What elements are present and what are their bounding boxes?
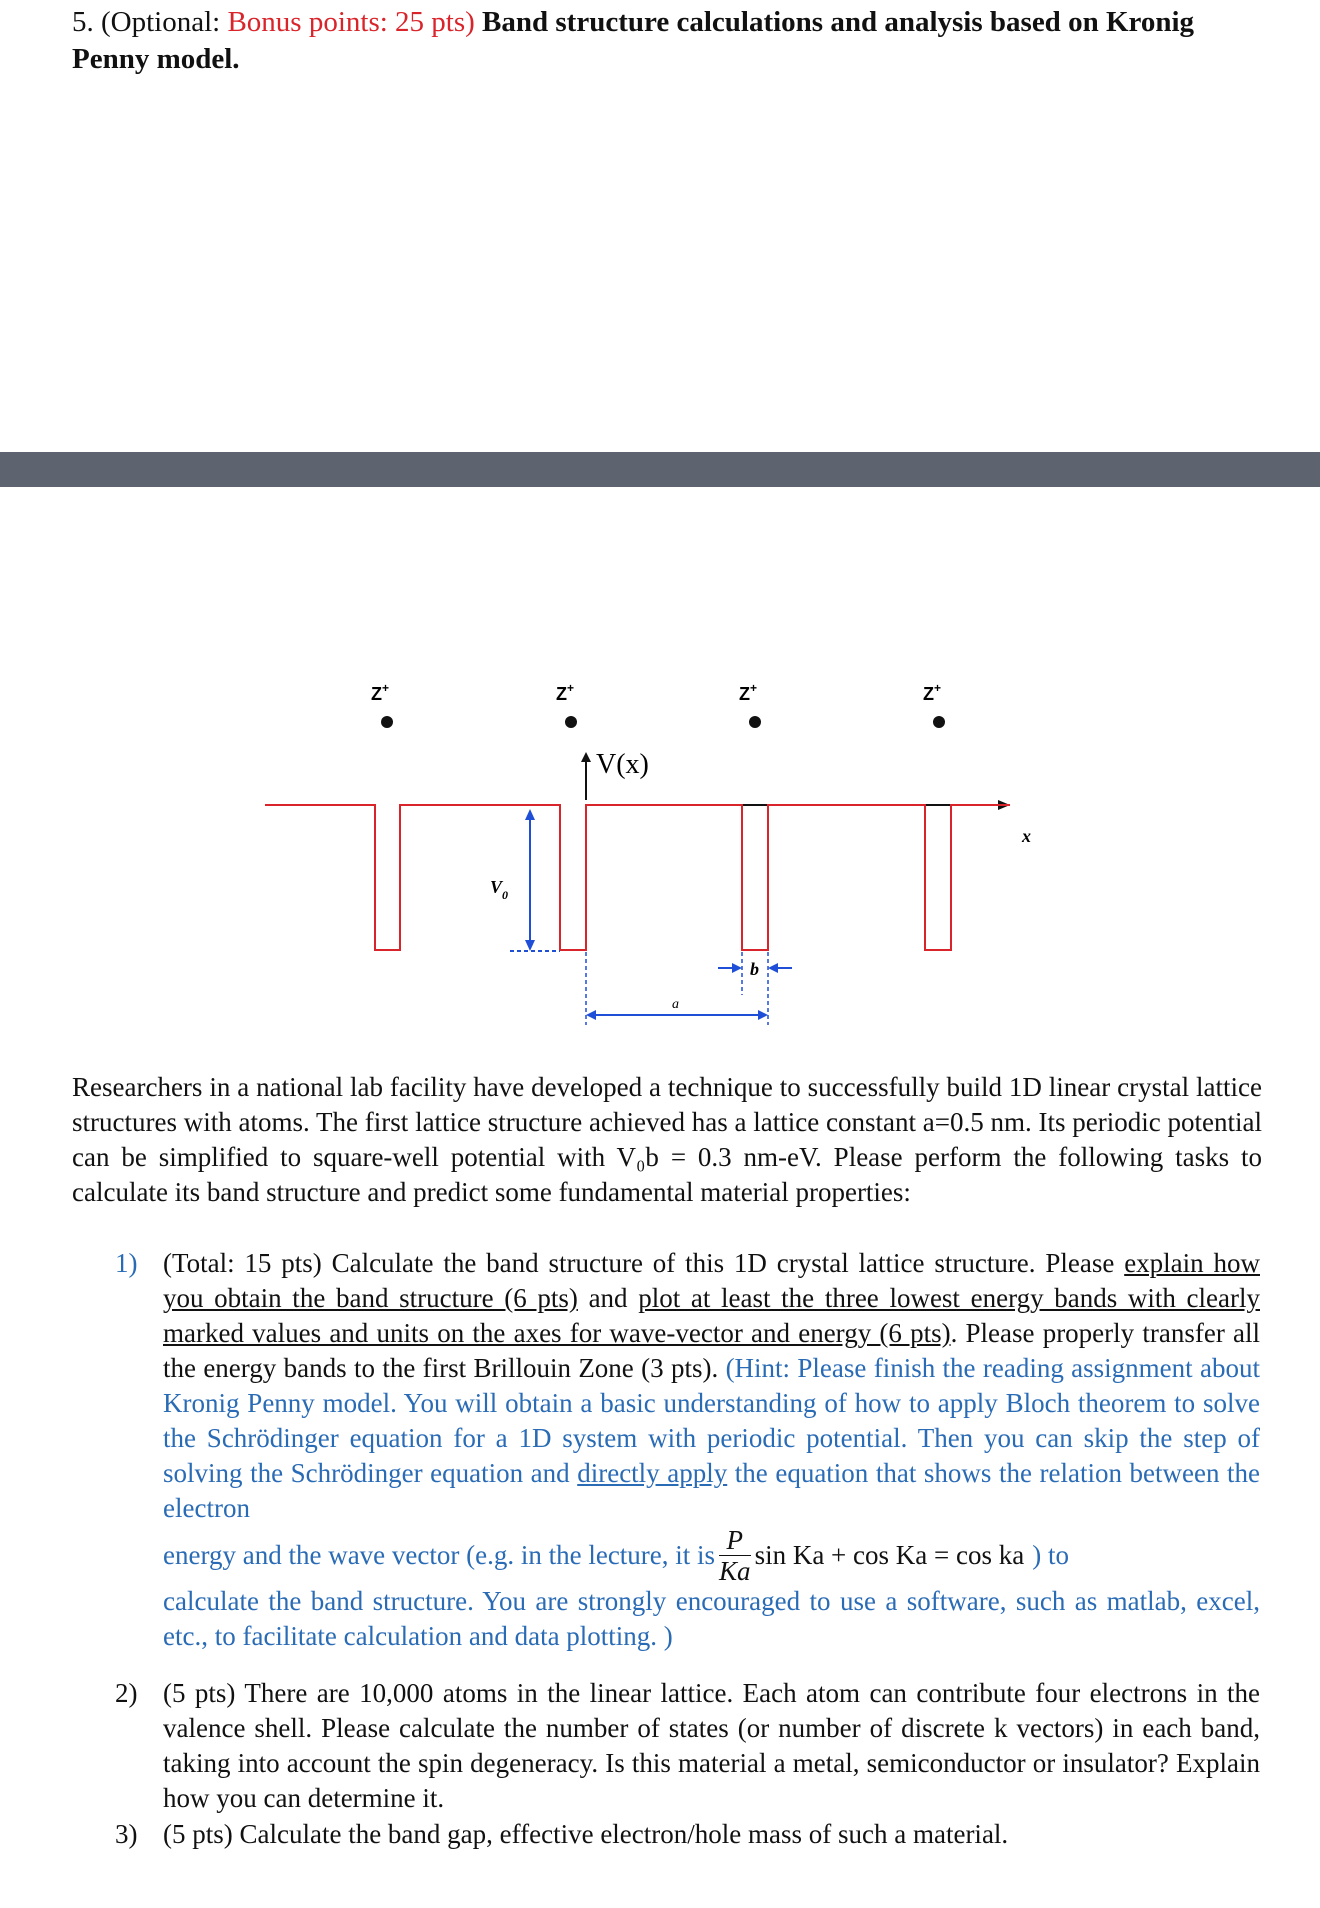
task-2 [115,1676,1260,1816]
page-divider-bar [0,452,1320,487]
task-1 [115,1246,1260,1654]
hint-text-2: the equation that shows the relation between the electron [163,1458,1261,1523]
task-1-number: 1) [115,1248,138,1278]
potential-label: V(x) [596,749,649,780]
fraction-denominator: Ka [719,1555,751,1586]
atom-dot [749,716,761,728]
task-2-number: 2) [115,1678,138,1708]
task-1-underlined-b: plot at least the three lowest energy bands with clearly marked values and units on the axes for wave-vector and energy (6 pts) [163,1283,1260,1348]
atom-label: Z+ [922,681,942,704]
a-label: a [672,997,679,1012]
square-well-potential [265,805,1010,950]
b-arrowhead-right [768,963,778,973]
atom-dot [565,716,577,728]
atom-dot [381,716,393,728]
atom-row [371,681,945,728]
problem-number: 5. (Optional: [72,6,221,38]
dispersion-formula: sin Ka + cos Ka = cos ka [754,1539,1025,1570]
task-3 [115,1817,1260,1852]
problem-intro: Researchers in a national lab facility have developed a technique to successfully build 1D linear crystal lattice structures with atoms. The first lattice structure achieved has a lattice constant a=0.5 nm. Its periodic potential can be simplified to square-well potential with V₀b = 0.3 nm-eV. Please perform the following tasks to calculate its band structure and predict some fundamental material properties: [72,1072,1262,1207]
v0-label: $V_0$ [490,877,509,902]
bonus-points: Bonus points: 25 pts) [227,6,475,38]
atom-label: Z+ [555,681,575,704]
atom-label: Z+ [370,681,390,704]
hint-text-5: calculate the band structure. You are strongly encouraged to use a software, such as matlab, excel, etc., to facilitate calculation and data plotting. ) [163,1586,1260,1651]
atom-label: Z+ [738,681,758,704]
a-arrowhead-left [586,1010,596,1020]
b-label: b [750,959,759,979]
problem-heading: Band structure calculations and analysis based on Kronig Penny model. [72,6,1195,75]
atom-dot [933,716,945,728]
v0-arrowhead-top [525,809,535,820]
task-3-number: 3) [115,1819,138,1849]
x-axis-label: x [1022,826,1031,846]
v0-arrowhead-bottom [525,940,535,951]
task-3-text: (5 pts) Calculate the band gap, effective electron/hole mass of such a material. [163,1819,1009,1849]
hint-text-3: energy and the wave vector (e.g. in the lecture, it is [163,1539,716,1570]
potential-axis-arrowhead [581,752,591,762]
task-2-text: (5 pts) There are 10,000 atoms in the linear lattice. Each atom can contribute four electrons in the valence shell. Please calculate the number of states (or number of discrete k vectors) in each band, taking into account the spin degeneracy. Is this material a metal, semiconductor or insulator? Explain how you can determine it. [163,1678,1260,1813]
task-1-text-2: . Please properly transfer all the energy bands to the first Brillouin Zone (3 pts). [163,1318,1260,1383]
hint-text-4: ) to [1032,1539,1069,1570]
formula-line [163,1526,1260,1584]
hint-underlined: directly apply [577,1458,728,1488]
task-1-text: (Total: 15 pts) Calculate the band structure of this 1D crystal lattice structure. Please [163,1248,1115,1278]
fraction-numerator: P [719,1525,751,1556]
fraction [719,1525,751,1586]
hint-text-1: (Hint: Please finish the reading assignment about Kronig Penny model. You will obtain a basic understanding of how to apply Bloch theorem to solve the Schrödinger equation for a 1D system with periodic potential. Then you can skip the step of solving the Schrödinger equation and [163,1353,1260,1488]
problem-title [72,4,1262,78]
b-arrowhead-left [732,963,742,973]
a-arrowhead-right [758,1010,768,1020]
task-1-underlined-a: explain how you obtain the band structure (6 pts) [163,1248,1260,1313]
task-1-and: and [588,1283,628,1313]
kronig-penney-diagram [240,670,1040,1050]
